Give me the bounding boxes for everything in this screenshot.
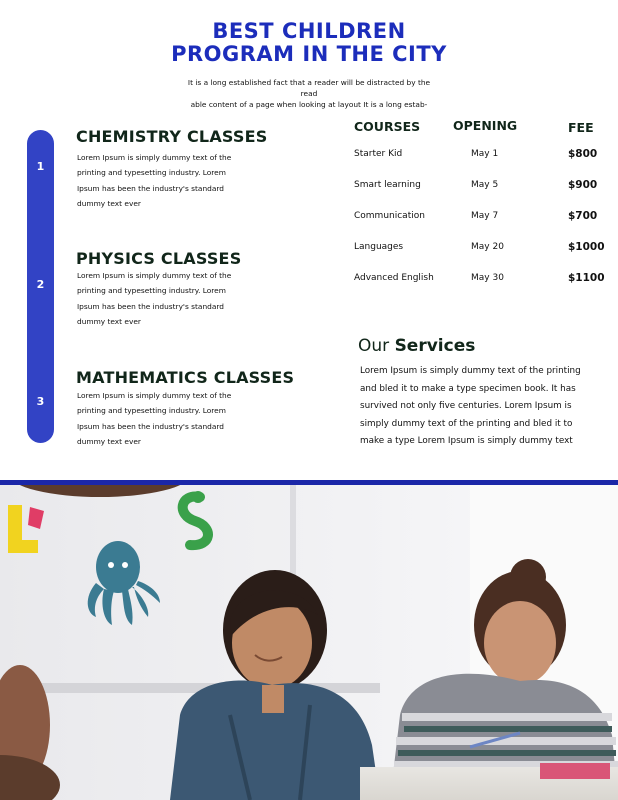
- desc-line: printing and typesetting industry. Lorem: [77, 406, 226, 416]
- desc-line: dummy text ever: [77, 198, 141, 208]
- class-number-1: 1: [36, 160, 45, 173]
- desc-line: Ipsum has been the industry's standard: [77, 183, 224, 193]
- intro-line-1: It is a long established fact that a reader will be distracted by the: [187, 78, 431, 87]
- opening-cell: May 5: [471, 180, 499, 190]
- page-title: [0, 20, 618, 66]
- fee-cell: $800: [568, 148, 598, 160]
- opening-cell: May 20: [471, 242, 504, 252]
- courses-header: COURSES: [354, 119, 421, 134]
- course-cell: Smart learning: [354, 180, 421, 190]
- mathematics-description: [77, 388, 245, 449]
- services-line: make a type Lorem Ipsum is simply dummy text: [360, 436, 573, 446]
- intro-line-2: read: [300, 89, 318, 98]
- chemistry-description: [77, 150, 245, 211]
- physics-description: [77, 268, 245, 329]
- desc-line: Lorem Ipsum is simply dummy text of the: [77, 391, 232, 400]
- chemistry-title: CHEMISTRY CLASSES: [76, 127, 268, 146]
- intro-text: [180, 77, 438, 110]
- fee-header: FEE: [568, 120, 594, 135]
- course-cell: Advanced English: [354, 273, 434, 283]
- services-line: Lorem Ipsum is simply dummy text of the printing: [360, 366, 581, 376]
- services-line: simply dummy text of the printing and bled it to: [360, 418, 573, 429]
- desc-line: Lorem Ipsum is simply dummy text of the: [77, 153, 232, 162]
- desc-line: printing and typesetting industry. Lorem: [77, 168, 226, 178]
- desc-line: printing and typesetting industry. Lorem: [77, 286, 226, 296]
- course-cell: Communication: [354, 211, 425, 221]
- fee-cell: $1100: [568, 272, 605, 284]
- intro-line-3: able content of a page when looking at layout It is a long estab-: [190, 100, 428, 109]
- course-cell: Starter Kid: [354, 149, 403, 159]
- title-line-1: BEST CHILDREN: [212, 19, 406, 43]
- class-number-3: 3: [36, 395, 45, 408]
- desc-line: Ipsum has been the industry's standard: [77, 301, 224, 311]
- opening-cell: May 1: [471, 149, 499, 159]
- desc-line: Ipsum has been the industry's standard: [77, 421, 224, 431]
- opening-cell: May 7: [471, 211, 499, 221]
- services-line: and bled it to make a type specimen book. It has: [360, 383, 576, 394]
- physics-title: PHYSICS CLASSES: [76, 249, 242, 268]
- desc-line: dummy text ever: [77, 316, 141, 326]
- mathematics-title: MATHEMATICS CLASSES: [76, 368, 295, 387]
- services-line: survived not only five centuries. Lorem Ipsum is: [360, 401, 572, 411]
- services-description: [360, 363, 596, 451]
- fee-cell: $700: [568, 210, 598, 222]
- fee-cell: $1000: [568, 241, 605, 253]
- services-title-bold: Services: [394, 336, 476, 356]
- course-cell: Languages: [354, 242, 404, 252]
- title-line-2: PROGRAM IN THE CITY: [171, 42, 447, 66]
- class-number-2: 2: [36, 278, 45, 291]
- desc-line: Lorem Ipsum is simply dummy text of the: [77, 271, 232, 280]
- classroom-photo: [0, 485, 618, 800]
- desc-line: dummy text ever: [77, 436, 141, 446]
- services-title-prefix: Our: [358, 336, 390, 356]
- opening-header: OPENING: [453, 118, 518, 133]
- opening-cell: May 30: [471, 273, 504, 283]
- services-title: [358, 336, 475, 356]
- fee-cell: $900: [568, 179, 598, 191]
